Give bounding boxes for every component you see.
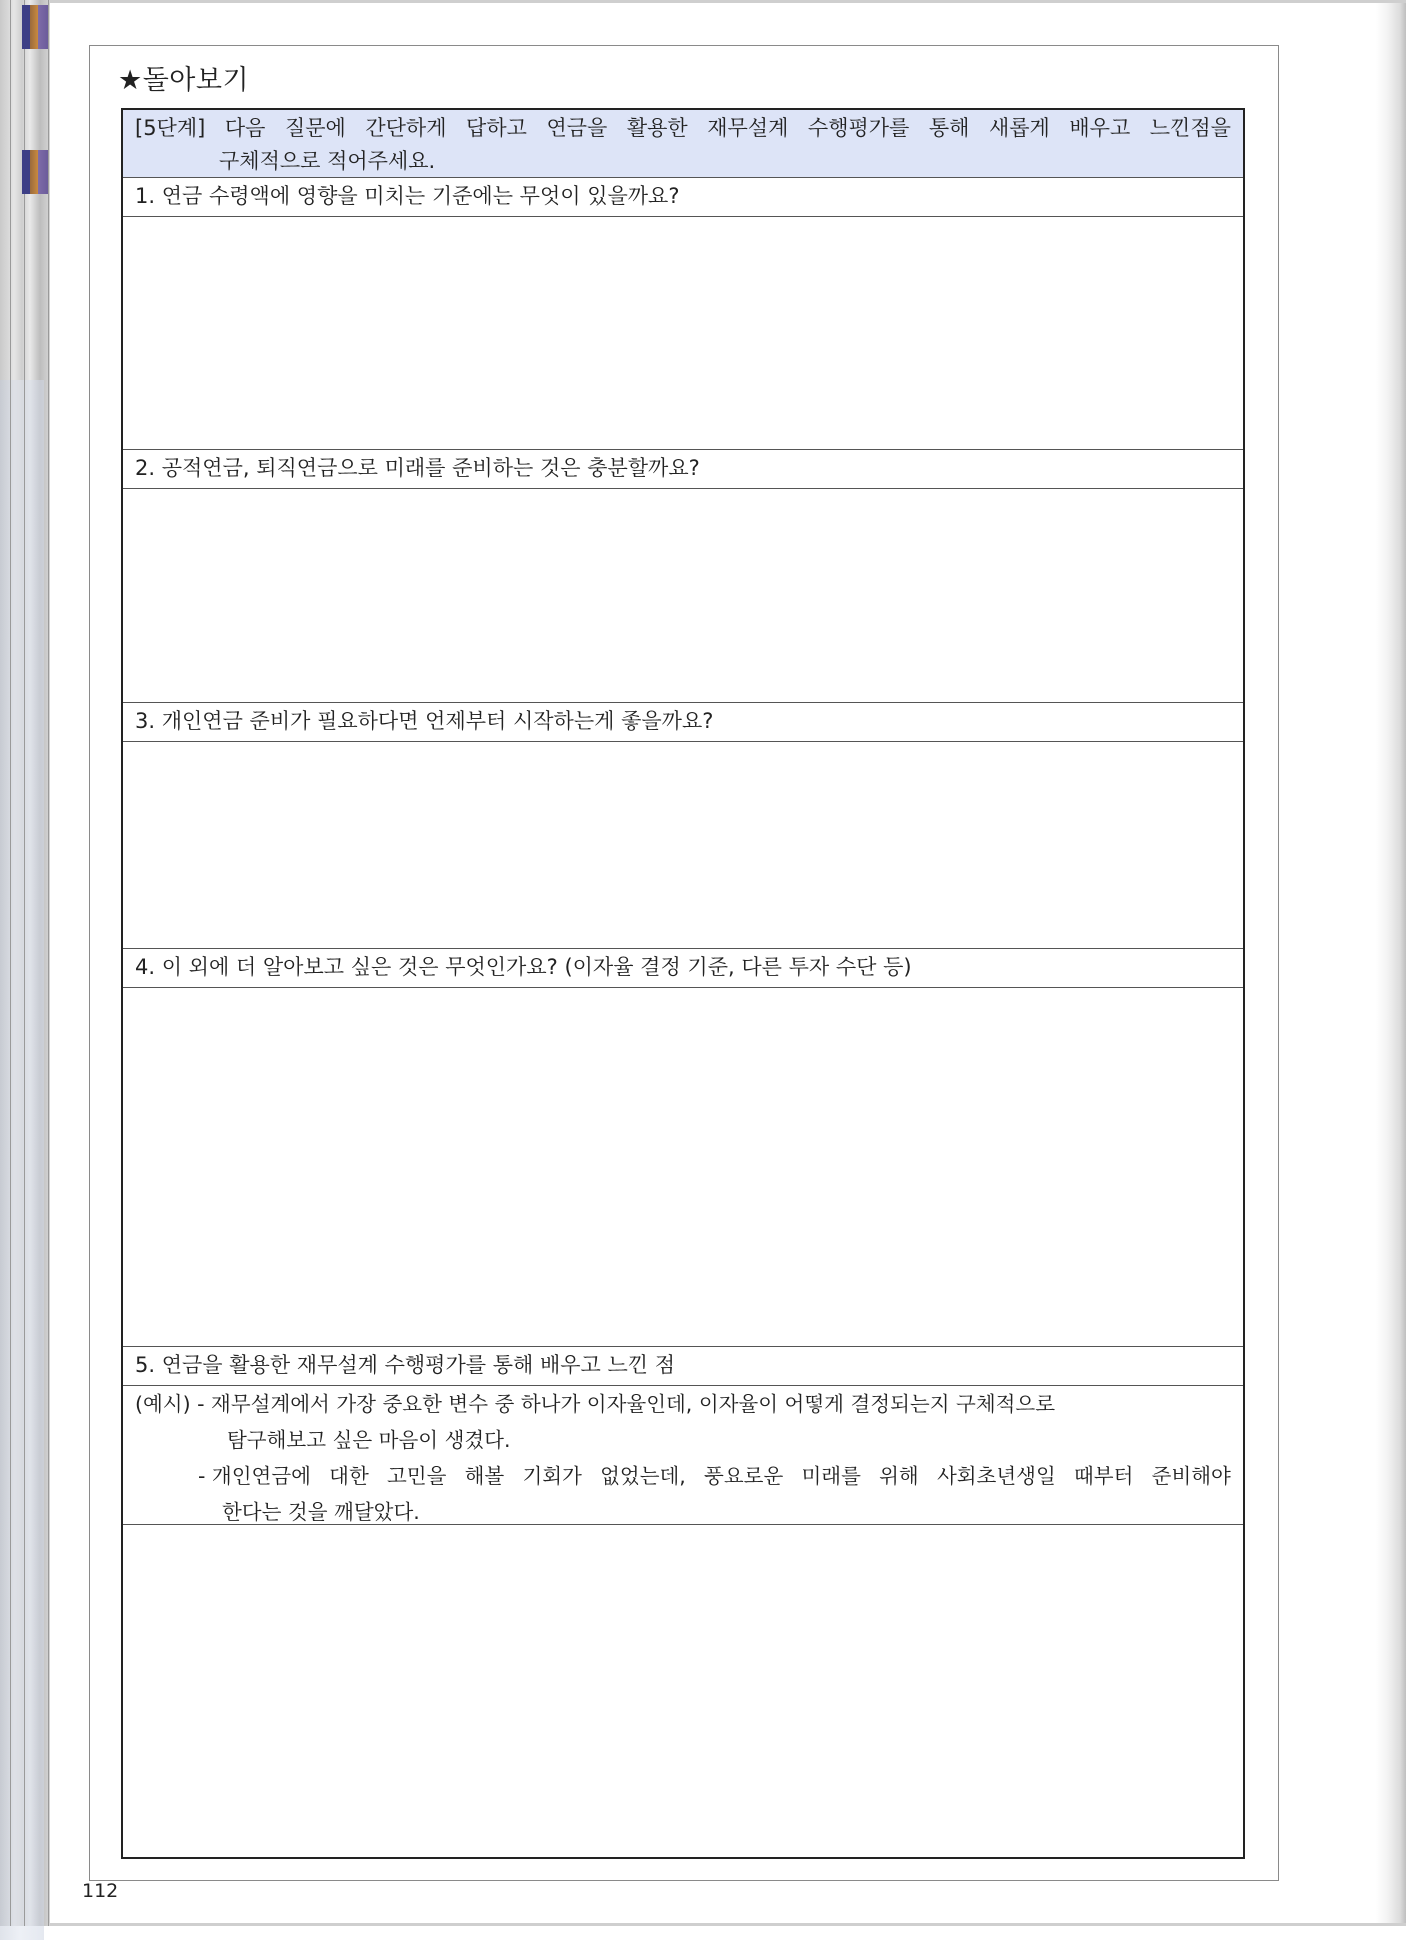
instruction-word: 재무설계 (707, 116, 789, 140)
book-edge-shade (0, 380, 44, 1940)
page-tab-marker (22, 150, 48, 194)
example-word: 풍요로운 (704, 1464, 784, 1488)
instruction-word: 통해 (928, 116, 970, 140)
example-word: 때부터 (1074, 1464, 1134, 1488)
example-line-2: 탐구해보고 싶은 마음이 생겼다. (227, 1428, 511, 1452)
answer-4-area[interactable] (123, 988, 1243, 1347)
page-shadow (50, 0, 1406, 3)
instruction-line-1 (135, 112, 1231, 145)
question-4-label: 4. 이 외에 더 알아보고 싶은 것은 무엇인가요? (이자율 결정 기준, 다른 투자 수단 등) (135, 955, 912, 979)
example-word: 미래를 (801, 1464, 861, 1488)
example-word: 해볼 (464, 1464, 505, 1488)
instruction-word: [5단계] (135, 116, 206, 140)
example-line-3 (135, 1458, 1231, 1494)
example-word: 위해 (879, 1464, 919, 1488)
instruction-word: 배우고 (1069, 116, 1131, 140)
example-word: 준비해야 (1151, 1464, 1231, 1488)
example-word: 대한 (329, 1464, 369, 1488)
example-row (123, 1386, 1243, 1525)
question-1-label: 1. 연금 수령액에 영향을 미치는 기준에는 무엇이 있을까요? (135, 184, 680, 208)
instruction-word: 활용한 (626, 116, 688, 140)
example-word: 사회초년생일 (936, 1464, 1056, 1488)
page-number: 112 (82, 1880, 119, 1902)
question-4-row (123, 949, 1243, 988)
worksheet-table (121, 108, 1245, 1859)
question-1-row (123, 178, 1243, 217)
example-word: 기회가 (522, 1464, 582, 1488)
edge-line (48, 0, 49, 1926)
question-2-row (123, 450, 1243, 489)
section-title: ★돌아보기 (118, 65, 250, 96)
example-word: 없었는데, (600, 1464, 686, 1488)
answer-5-area[interactable] (123, 1525, 1243, 1857)
instruction-word: 수행평가를 (807, 116, 910, 140)
answer-1-area[interactable] (123, 217, 1243, 450)
question-3-label: 3. 개인연금 준비가 필요하다면 언제부터 시작하는게 좋을까요? (135, 709, 714, 733)
page-curl (1376, 0, 1406, 1926)
instruction-word: 답하고 (466, 116, 527, 140)
question-5-label: 5. 연금을 활용한 재무설계 수행평가를 통해 배우고 느낀 점 (135, 1353, 676, 1377)
example-word: - 개인연금에 (198, 1464, 311, 1488)
instruction-word: 간단하게 (365, 116, 447, 140)
question-5-row (123, 1347, 1243, 1386)
question-3-row (123, 703, 1243, 742)
instruction-word: 느낀점을 (1149, 116, 1231, 140)
page-tab-marker (22, 5, 48, 49)
example-word: 고민을 (386, 1464, 447, 1488)
instruction-row (123, 110, 1243, 178)
instruction-line-2: 구체적으로 적어주세요. (219, 149, 436, 173)
instruction-word: 질문에 (284, 116, 346, 140)
instruction-word: 다음 (224, 116, 266, 140)
answer-2-area[interactable] (123, 489, 1243, 703)
edge-line (10, 0, 11, 1926)
instruction-word: 연금을 (546, 116, 608, 140)
instruction-word: 새롭게 (988, 116, 1050, 140)
example-line-1: (예시) - 재무설계에서 가장 중요한 변수 중 하나가 이자율인데, 이자율이 어떻게 결정되는지 구체적으로 (135, 1392, 1056, 1416)
question-2-label: 2. 공적연금, 퇴직연금으로 미래를 준비하는 것은 충분할까요? (135, 456, 700, 480)
example-line-4: 한다는 것을 깨달았다. (222, 1500, 420, 1524)
answer-3-area[interactable] (123, 742, 1243, 949)
edge-line (24, 0, 25, 1926)
